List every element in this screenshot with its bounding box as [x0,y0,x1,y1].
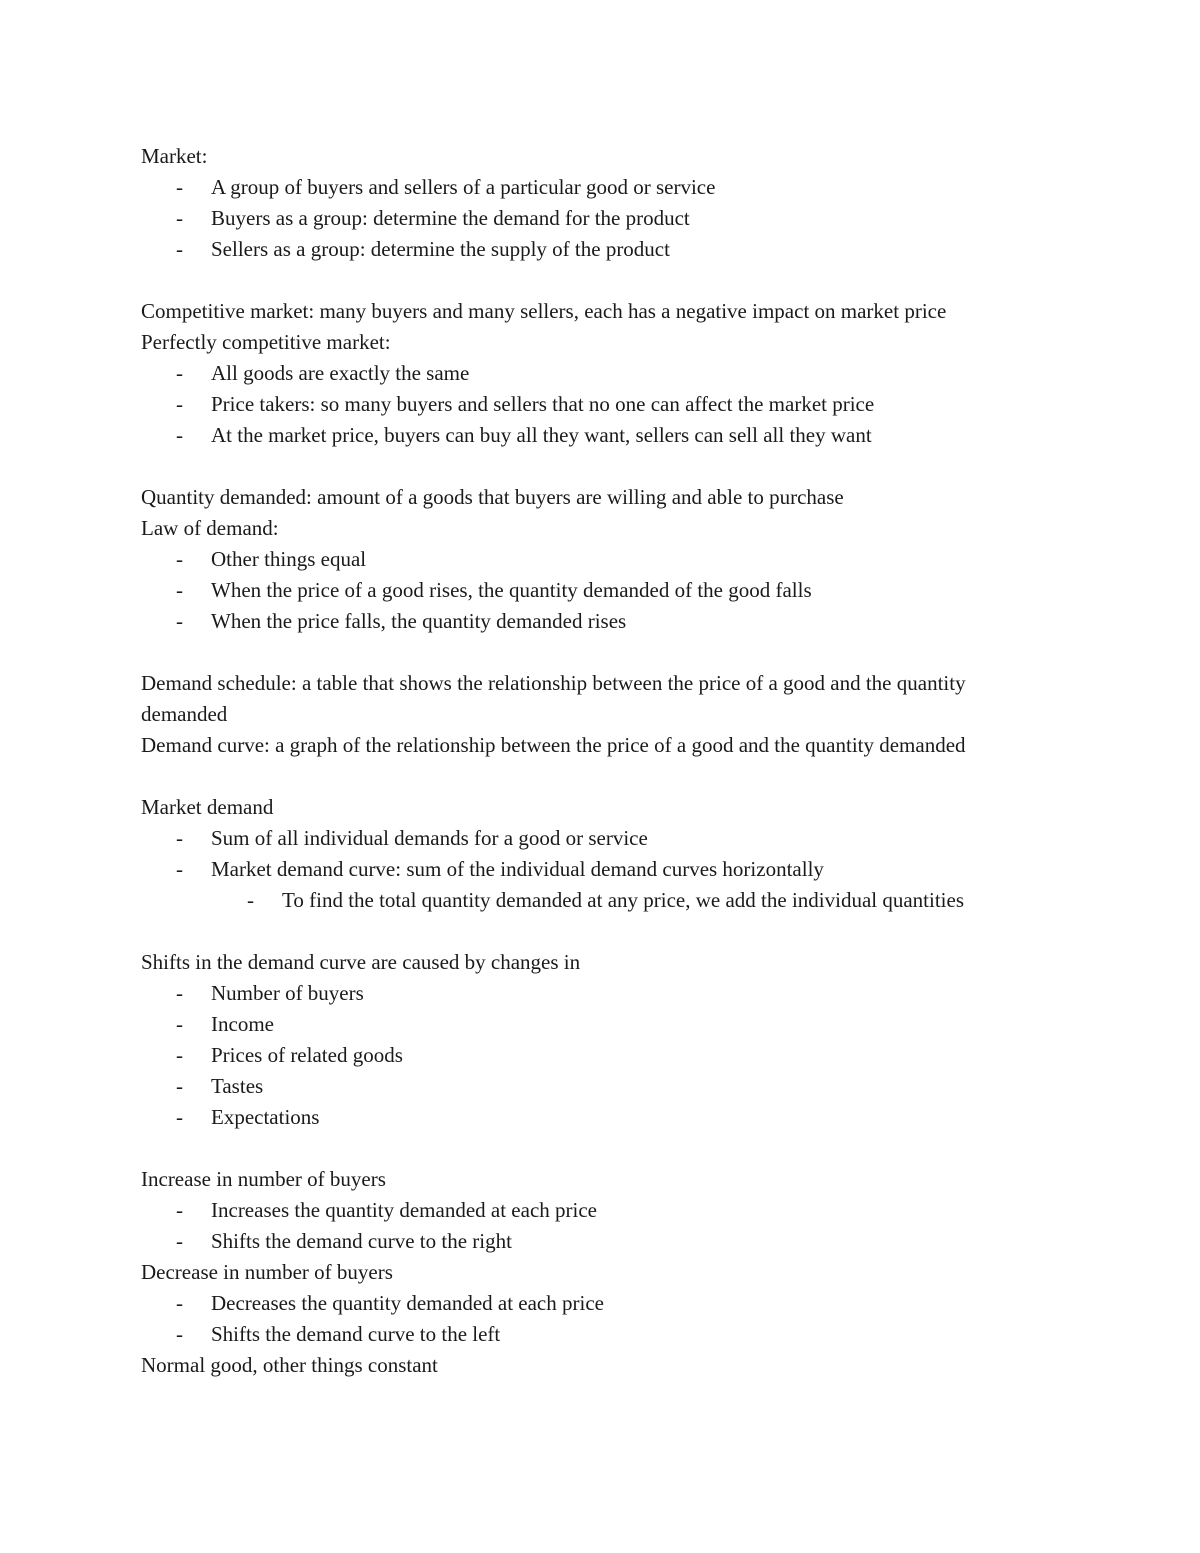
paragraph: Increase in number of buyers [141,1167,386,1191]
bullet-text: Income [211,1012,274,1036]
bullet-item [141,234,1101,265]
bullet-dash: - [176,1043,183,1067]
bullet-dash: - [176,392,183,416]
bullet-dash: - [176,981,183,1005]
bullet-dash: - [176,1105,183,1129]
bullet-item [141,389,1101,420]
bullet-item [141,420,1101,451]
bullet-dash: - [176,175,183,199]
blank-line [141,637,1101,668]
bullet-item [141,823,1101,854]
bullet-item [141,1040,1101,1071]
bullet-item [141,854,1101,885]
bullet-dash: - [176,1012,183,1036]
bullet-text: Buyers as a group: determine the demand for the product [211,206,690,230]
bullet-dash: - [247,888,254,912]
bullet-text: Number of buyers [211,981,364,1005]
sub-bullet-text: To find the total quantity demanded at any price, we add the individual quantities [282,888,965,912]
document-page [141,141,1101,1381]
bullet-dash: - [176,1198,183,1222]
bullet-text: Shifts the demand curve to the left [211,1322,501,1346]
bullet-item [141,1288,1101,1319]
bullet-text: Decreases the quantity demanded at each price [211,1291,604,1315]
bullet-text: Tastes [211,1074,264,1098]
paragraph: Demand schedule: a table that shows the relationship between the price of a good and the quantity demanded [141,671,966,726]
blank-line [141,916,1101,947]
bullet-dash: - [176,547,183,571]
paragraph: Market: [141,144,208,168]
bullet-item [141,358,1101,389]
blank-line [141,761,1101,792]
bullet-item [141,172,1101,203]
bullet-text: Other things equal [211,547,367,571]
bullet-text: Increases the quantity demanded at each price [211,1198,597,1222]
bullet-dash: - [176,1074,183,1098]
bullet-text: Sum of all individual demands for a good or service [211,826,648,850]
paragraph: Normal good, other things constant [141,1353,438,1377]
paragraph: Law of demand: [141,516,279,540]
bullet-text: Prices of related goods [211,1043,403,1067]
paragraph: Demand curve: a graph of the relationship between the price of a good and the quantity demanded [141,733,966,757]
bullet-dash: - [176,1229,183,1253]
bullet-item [141,606,1101,637]
bullet-item [141,1102,1101,1133]
blank-line [141,265,1101,296]
bullet-text: A group of buyers and sellers of a particular good or service [211,175,716,199]
bullet-text: All goods are exactly the same [211,361,470,385]
bullet-item [141,544,1101,575]
bullet-text: Expectations [211,1105,320,1129]
blank-line [141,1133,1101,1164]
bullet-dash: - [176,609,183,633]
bullet-dash: - [176,237,183,261]
bullet-item [141,1226,1101,1257]
bullet-text: Market demand curve: sum of the individual demand curves horizontally [211,857,824,881]
bullet-dash: - [176,826,183,850]
sub-bullet-item [141,885,1101,916]
bullet-dash: - [176,857,183,881]
bullet-item [141,575,1101,606]
bullet-dash: - [176,361,183,385]
bullet-dash: - [176,423,183,447]
bullet-dash: - [176,206,183,230]
bullet-item [141,1195,1101,1226]
bullet-item [141,978,1101,1009]
paragraph: Shifts in the demand curve are caused by changes in [141,950,581,974]
paragraph: Quantity demanded: amount of a goods that buyers are willing and able to purchase [141,485,844,509]
paragraph: Competitive market: many buyers and many sellers, each has a negative impact on market price [141,299,947,323]
bullet-dash: - [176,1322,183,1346]
bullet-text: When the price of a good rises, the quantity demanded of the good falls [211,578,812,602]
paragraph: Perfectly competitive market: [141,330,391,354]
paragraph: Decrease in number of buyers [141,1260,393,1284]
bullet-text: When the price falls, the quantity demanded rises [211,609,627,633]
bullet-item [141,1319,1101,1350]
bullet-text: At the market price, buyers can buy all they want, sellers can sell all they want [211,423,872,447]
bullet-dash: - [176,578,183,602]
bullet-text: Price takers: so many buyers and sellers that no one can affect the market price [211,392,875,416]
bullet-item [141,1009,1101,1040]
bullet-text: Shifts the demand curve to the right [211,1229,512,1253]
bullet-dash: - [176,1291,183,1315]
bullet-text: Sellers as a group: determine the supply of the product [211,237,670,261]
bullet-item [141,203,1101,234]
paragraph: Market demand [141,795,274,819]
bullet-item [141,1071,1101,1102]
blank-line [141,451,1101,482]
